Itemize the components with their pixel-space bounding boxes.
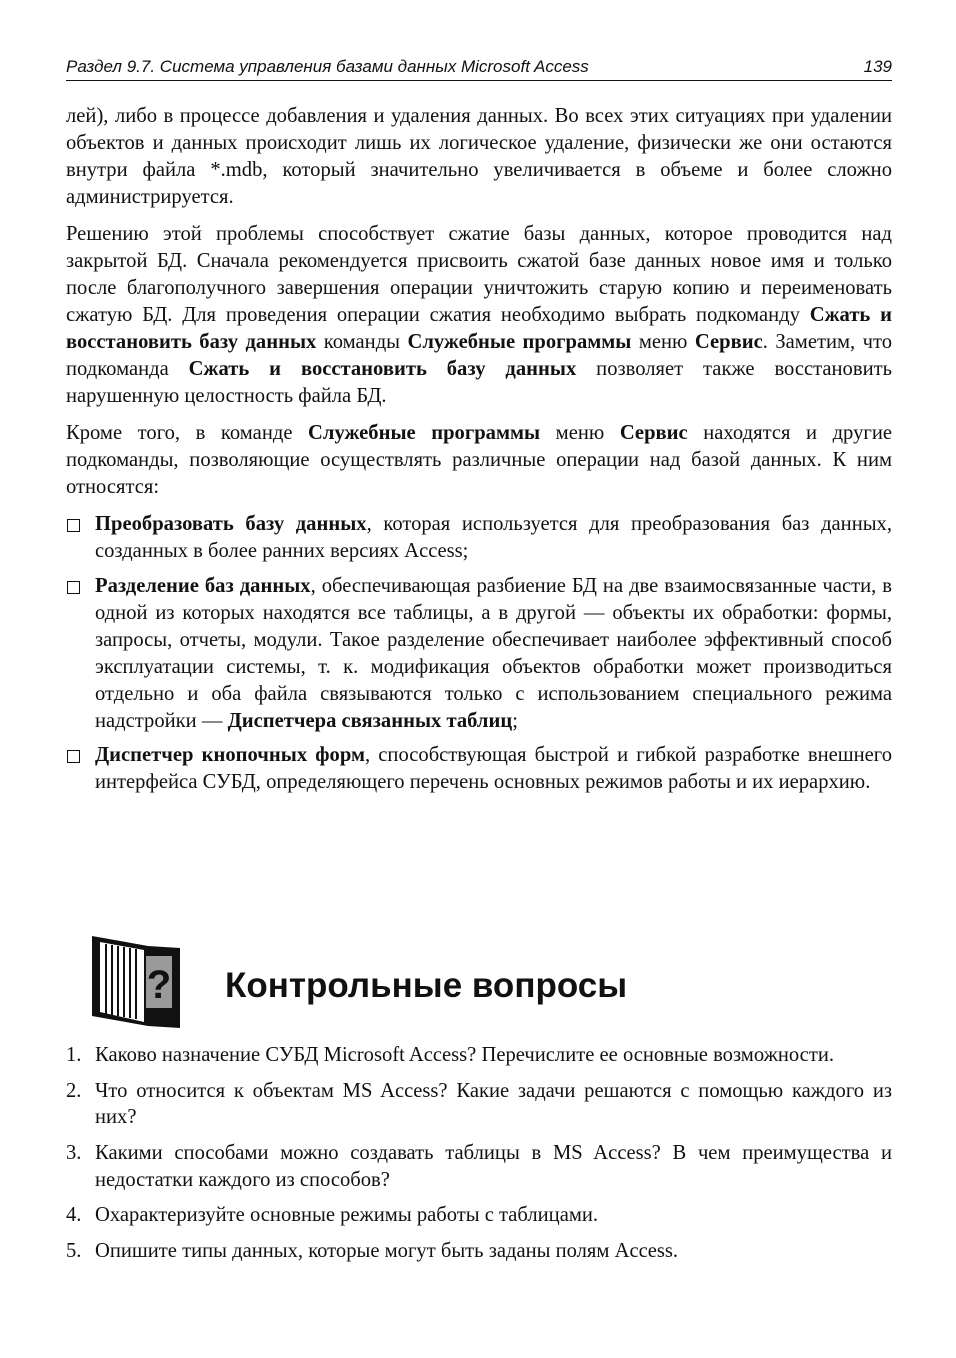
checkbox-bullet-icon bbox=[67, 519, 80, 532]
running-head-title: Раздел 9.7. Система управления базами данных Microsoft Access bbox=[66, 57, 589, 76]
paragraph-1: лей), либо в процессе добавления и удаления данных. Во всех этих ситуациях при удалении объектов и данных происходит лишь их логическое удаление, физически же они остаются внутри файла *.mdb, который значительно увеличивается в объеме и более сложно администрируется. bbox=[66, 105, 892, 208]
checkbox-bullet-icon bbox=[67, 581, 80, 594]
list-item bbox=[66, 1238, 892, 1265]
bullet-text: , которая используется для преобразования баз данных, созданных в более ранних версиях Access; bbox=[95, 513, 893, 563]
body-text bbox=[66, 103, 892, 804]
paragraph-3-bold-1: Служебные программы bbox=[308, 422, 541, 445]
paragraph-2-bold-1: Сжать и восстановить базу данных bbox=[66, 303, 892, 353]
question-number: 2. bbox=[66, 1079, 82, 1102]
paragraph-3-text-1: Кроме того, в команде bbox=[66, 422, 309, 445]
paragraph-3-text-2: меню bbox=[540, 422, 620, 445]
paragraph-2-bold-3: Сервис bbox=[694, 330, 763, 353]
section-heading bbox=[88, 936, 888, 1036]
bullet-text: , способствующая быстрой и гибкой разработке внешнего интерфейса СУБД, определяющего перечень основных режимов работы и их иерархию. bbox=[95, 744, 892, 794]
paragraph-2-text-5: позволяет также восстановить нарушенную целостность файла БД. bbox=[66, 357, 892, 407]
question-number: 5. bbox=[66, 1239, 82, 1262]
paragraph-2-text-2: команды bbox=[316, 330, 408, 353]
question-text: Какими способами можно создавать таблицы в MS Access? В чем преимущества и недостатки каждого из способов? bbox=[95, 1141, 892, 1191]
paragraph-2-text-3: меню bbox=[631, 330, 695, 353]
list-item bbox=[66, 1042, 892, 1069]
question-mark-glyph: ? bbox=[146, 963, 172, 1007]
questions-list bbox=[66, 1042, 892, 1273]
list-item bbox=[66, 573, 892, 734]
bullet-term: Диспетчер кнопочных форм bbox=[95, 744, 365, 767]
bullet-list bbox=[66, 511, 892, 796]
question-number: 1. bbox=[66, 1044, 82, 1066]
bullet-text-2: ; bbox=[512, 709, 518, 732]
bullet-text: , обеспечивающая разбиение БД на две взаимосвязанные части, в одной из которых находятся все таблицы, а в другой — объекты их обработки: формы, запросы, отчеты, модули. Такое разделение обеспечивает наиболее эффективный способ эксплуатации системы, т. к. модификация объектов обработки может производиться отдельно и оба файла связываются только с использованием специального режима надстройки — bbox=[95, 575, 892, 732]
question-text: Охарактеризуйте основные режимы работы с таблицами. bbox=[95, 1204, 599, 1227]
checkbox-bullet-icon bbox=[67, 750, 80, 763]
page-number: 139 bbox=[863, 57, 892, 76]
section-title: Контрольные вопросы bbox=[225, 966, 628, 1005]
list-item bbox=[66, 1078, 892, 1132]
paragraph-2-text-4: . Заметим, что подкоманда bbox=[66, 330, 892, 380]
paragraph-3 bbox=[66, 420, 892, 501]
paragraph-3-text-3: находятся и другие подкоманды, позволяющие осуществлять различные операции над базой данных. К ним относятся: bbox=[66, 422, 892, 498]
list-item bbox=[66, 742, 892, 796]
paragraph-3-bold-2: Сервис bbox=[619, 422, 688, 445]
list-item bbox=[66, 511, 892, 565]
list-item bbox=[66, 1140, 892, 1194]
bullet-term-2: Диспетчера связанных таблиц bbox=[227, 709, 513, 732]
question-number: 3. bbox=[66, 1141, 82, 1164]
question-book-icon bbox=[88, 936, 180, 1028]
paragraph-2-bold-2: Служебные программы bbox=[407, 330, 632, 353]
paragraph-2 bbox=[66, 221, 892, 409]
paragraph-2-bold-4: Сжать и восстановить базу данных bbox=[188, 357, 577, 380]
question-text: Опишите типы данных, которые могут быть заданы полям Access. bbox=[95, 1239, 679, 1262]
list-item bbox=[66, 1202, 892, 1229]
question-text: Что относится к объектам MS Access? Какие задачи решаются с помощью каждого из них? bbox=[95, 1079, 892, 1129]
bullet-term: Преобразовать базу данных bbox=[95, 513, 367, 536]
question-text: Каково назначение СУБД Microsoft Access? Перечислите ее основные возможности. bbox=[95, 1044, 834, 1066]
question-number: 4. bbox=[66, 1204, 82, 1227]
paragraph-2-text-1: Решению этой проблемы способствует сжатие базы данных, которое проводится над закрытой БД. Сначала рекомендуется присвоить сжатой базе данных новое имя и только после благополучного завершения операции уничтожить старую копию и переименовать сжатую БД. Для проведения операции сжатия необходимо выбрать подкоманду bbox=[66, 223, 892, 326]
running-head bbox=[66, 56, 892, 81]
bullet-term: Разделение баз данных bbox=[95, 575, 311, 598]
